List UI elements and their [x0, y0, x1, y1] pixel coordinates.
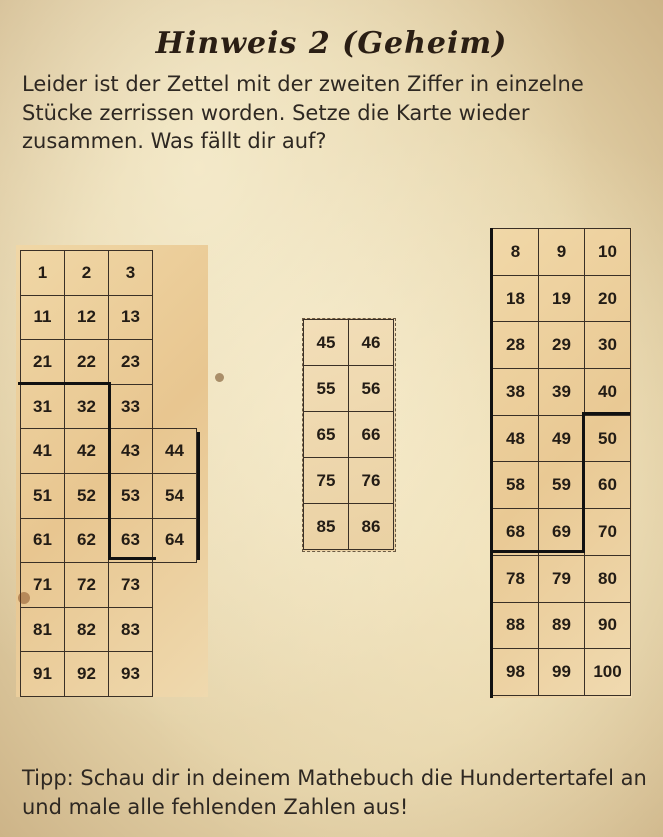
number-cell: 85 [304, 504, 349, 550]
stain [18, 592, 30, 604]
number-cell: 22 [65, 340, 109, 385]
number-cell: 83 [109, 607, 153, 652]
number-cell: 55 [304, 366, 349, 412]
number-cell: 78 [493, 555, 539, 602]
number-cell: 21 [21, 340, 65, 385]
empty-cell [153, 384, 197, 429]
number-cell: 2 [65, 251, 109, 296]
number-cell: 91 [21, 652, 65, 697]
number-cell: 63 [109, 518, 153, 563]
number-cell: 23 [109, 340, 153, 385]
empty-cell [153, 607, 197, 652]
number-cell: 61 [21, 518, 65, 563]
number-cell: 9 [539, 229, 585, 276]
number-cell: 70 [585, 509, 631, 556]
empty-cell [153, 295, 197, 340]
piece-right-grid [492, 228, 631, 696]
number-cell: 11 [21, 295, 65, 340]
number-cell: 32 [65, 384, 109, 429]
grid-row [493, 415, 631, 462]
grid-row [21, 340, 197, 385]
number-cell: 73 [109, 563, 153, 608]
number-cell: 10 [585, 229, 631, 276]
grid-row [493, 229, 631, 276]
piece-middle-grid [303, 319, 394, 550]
number-cell: 66 [349, 412, 394, 458]
number-cell: 1 [21, 251, 65, 296]
number-cell: 39 [539, 369, 585, 416]
tear-line [197, 432, 200, 560]
number-cell: 86 [349, 504, 394, 550]
page-title: Hinweis 2 (Geheim) [155, 26, 508, 61]
grid-row [493, 649, 631, 696]
tip-text: Tipp: Schau dir in deinem Mathebuch die Hundertertafel an und male alle fehlenden Zahlen aus! [22, 766, 647, 819]
number-cell: 99 [539, 649, 585, 696]
stain [215, 373, 224, 382]
number-cell: 65 [304, 412, 349, 458]
number-cell: 31 [21, 384, 65, 429]
grid-row [304, 504, 394, 550]
number-cell: 82 [65, 607, 109, 652]
number-cell: 93 [109, 652, 153, 697]
grid-row [493, 555, 631, 602]
grid-row [304, 458, 394, 504]
grid-row [21, 652, 197, 697]
tear-line [582, 412, 585, 552]
piece-middle [303, 319, 394, 550]
intro-text: Leider ist der Zettel mit der zweiten Ziffer in einzelne Stücke zerrissen worden. Setze die Karte wieder zusammen. Was fällt dir auf? [22, 72, 584, 153]
number-cell: 18 [493, 275, 539, 322]
grid-row [493, 369, 631, 416]
number-cell: 58 [493, 462, 539, 509]
number-cell: 64 [153, 518, 197, 563]
number-cell: 44 [153, 429, 197, 474]
number-cell: 51 [21, 473, 65, 518]
number-cell: 43 [109, 429, 153, 474]
number-cell: 75 [304, 458, 349, 504]
number-cell: 45 [304, 320, 349, 366]
number-cell: 62 [65, 518, 109, 563]
number-cell: 38 [493, 369, 539, 416]
number-cell: 19 [539, 275, 585, 322]
number-cell: 69 [539, 509, 585, 556]
empty-cell [153, 251, 197, 296]
tear-line [490, 228, 493, 698]
number-cell: 54 [153, 473, 197, 518]
tear-line [18, 382, 110, 385]
number-cell: 46 [349, 320, 394, 366]
empty-cell [153, 340, 197, 385]
number-cell: 71 [21, 563, 65, 608]
number-cell: 48 [493, 415, 539, 462]
piece-right [492, 228, 631, 696]
number-cell: 13 [109, 295, 153, 340]
number-cell: 56 [349, 366, 394, 412]
number-cell: 68 [493, 509, 539, 556]
number-cell: 33 [109, 384, 153, 429]
grid-row [304, 320, 394, 366]
grid-row [21, 607, 197, 652]
number-cell: 3 [109, 251, 153, 296]
tear-line [490, 550, 585, 553]
number-cell: 89 [539, 602, 585, 649]
tear-line [108, 557, 156, 560]
grid-row [304, 412, 394, 458]
number-cell: 8 [493, 229, 539, 276]
number-cell: 76 [349, 458, 394, 504]
empty-cell [153, 652, 197, 697]
grid-row [493, 462, 631, 509]
grid-row [21, 251, 197, 296]
tear-line [582, 412, 630, 415]
number-cell: 42 [65, 429, 109, 474]
grid-row [304, 366, 394, 412]
number-cell: 92 [65, 652, 109, 697]
number-cell: 49 [539, 415, 585, 462]
number-cell: 20 [585, 275, 631, 322]
number-cell: 12 [65, 295, 109, 340]
number-cell: 59 [539, 462, 585, 509]
number-cell: 98 [493, 649, 539, 696]
grid-row [493, 322, 631, 369]
grid-row [493, 602, 631, 649]
number-cell: 41 [21, 429, 65, 474]
number-cell: 28 [493, 322, 539, 369]
number-cell: 81 [21, 607, 65, 652]
number-cell: 30 [585, 322, 631, 369]
number-cell: 50 [585, 415, 631, 462]
number-cell: 88 [493, 602, 539, 649]
number-cell: 53 [109, 473, 153, 518]
number-cell: 100 [585, 649, 631, 696]
number-cell: 90 [585, 602, 631, 649]
empty-cell [153, 563, 197, 608]
tear-line [108, 382, 111, 560]
number-cell: 80 [585, 555, 631, 602]
number-cell: 60 [585, 462, 631, 509]
number-cell: 29 [539, 322, 585, 369]
number-cell: 40 [585, 369, 631, 416]
number-cell: 72 [65, 563, 109, 608]
number-cell: 52 [65, 473, 109, 518]
number-cell: 79 [539, 555, 585, 602]
grid-row [21, 295, 197, 340]
grid-row [493, 509, 631, 556]
grid-row [493, 275, 631, 322]
grid-row [21, 563, 197, 608]
